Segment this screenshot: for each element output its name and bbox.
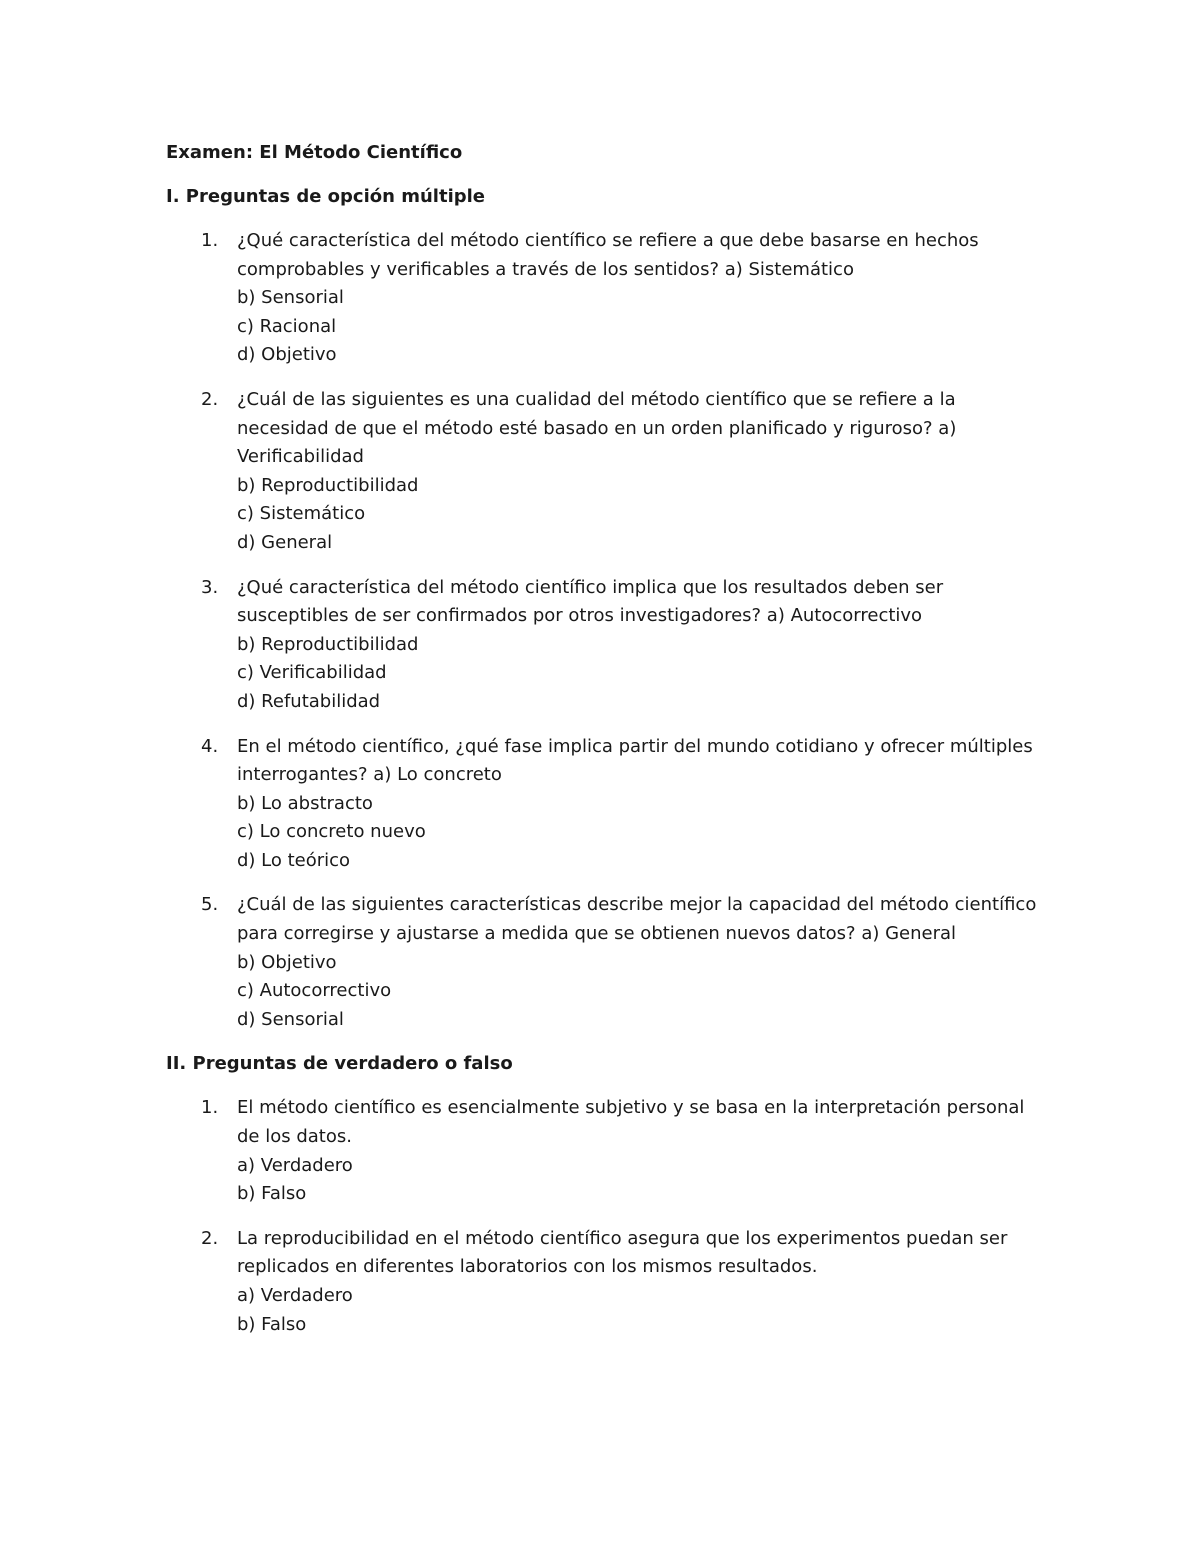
answer-option: b) Sensorial xyxy=(237,287,344,309)
answer-option: d) General xyxy=(237,531,333,553)
question-number: 2. xyxy=(201,1227,219,1249)
question-item xyxy=(166,386,1046,558)
answer-option: b) Reproductibilidad xyxy=(237,633,419,655)
question-number: 2. xyxy=(201,388,219,410)
answer-option: b) Falso xyxy=(237,1183,307,1205)
question-text: El método científico es esencialmente subjetivo y se basa en la interpretación personal de los datos. xyxy=(237,1097,1025,1148)
question-number: 5. xyxy=(201,894,219,916)
answer-option: c) Lo concreto nuevo xyxy=(237,821,426,843)
section-heading-true-false: II. Preguntas de verdadero o falso xyxy=(166,1053,513,1075)
answer-option: c) Racional xyxy=(237,315,337,337)
answer-option: d) Sensorial xyxy=(237,1008,344,1030)
question-item xyxy=(166,891,1046,1034)
answer-option: c) Sistemático xyxy=(237,503,366,525)
question-number: 3. xyxy=(201,576,219,598)
answer-option: a) Verdadero xyxy=(237,1285,353,1306)
question-text: ¿Qué característica del método científico se refiere a que debe basarse en hechos comprobables y verificables a través de los sentidos? a) Sistemático xyxy=(237,230,979,280)
section-heading-multiple-choice: I. Preguntas de opción múltiple xyxy=(166,186,485,207)
question-number: 1. xyxy=(201,230,219,251)
question-text: La reproducibilidad en el método científico asegura que los experimentos puedan ser replicados en diferentes laboratorios con los mismos resultados. xyxy=(237,1227,1008,1278)
question-item xyxy=(166,733,1046,876)
true-false-list xyxy=(166,1094,1046,1339)
answer-option: d) Lo teórico xyxy=(237,849,351,871)
question-text: ¿Cuál de las siguientes es una cualidad del método científico que se refiere a la necesidad de que el método esté basado en un orden planificado y riguroso? a) Verificabilidad xyxy=(237,388,957,468)
question-item xyxy=(166,1225,1046,1339)
question-item xyxy=(166,227,1046,370)
answer-option: b) Objetivo xyxy=(237,951,337,973)
answer-option: c) Verificabilidad xyxy=(237,662,387,684)
question-text: En el método científico, ¿qué fase implica partir del mundo cotidiano y ofrecer múltiples interrogantes? a) Lo concreto xyxy=(237,735,1033,786)
answer-option: b) Falso xyxy=(237,1313,307,1335)
answer-option: d) Objetivo xyxy=(237,344,337,366)
question-number: 4. xyxy=(201,735,219,757)
answer-option: d) Refutabilidad xyxy=(237,690,381,712)
answer-option: b) Reproductibilidad xyxy=(237,474,419,496)
answer-option: c) Autocorrectivo xyxy=(237,980,392,1002)
exam-title: Examen: El Método Científico xyxy=(166,142,463,163)
question-text: ¿Cuál de las siguientes características describe mejor la capacidad del método científico para corregirse y ajustarse a medida que se obtienen nuevos datos? a) General xyxy=(237,894,1037,945)
question-number: 1. xyxy=(201,1097,219,1119)
question-text: ¿Qué característica del método científico implica que los resultados deben ser susceptibles de ser confirmados por otros investigadores? a) Autocorrectivo xyxy=(237,576,944,627)
answer-option: b) Lo abstracto xyxy=(237,792,373,814)
answer-option: a) Verdadero xyxy=(237,1154,353,1176)
exam-document xyxy=(166,139,1046,1355)
multiple-choice-list xyxy=(166,227,1046,1034)
question-item xyxy=(166,574,1046,717)
question-item xyxy=(166,1094,1046,1208)
